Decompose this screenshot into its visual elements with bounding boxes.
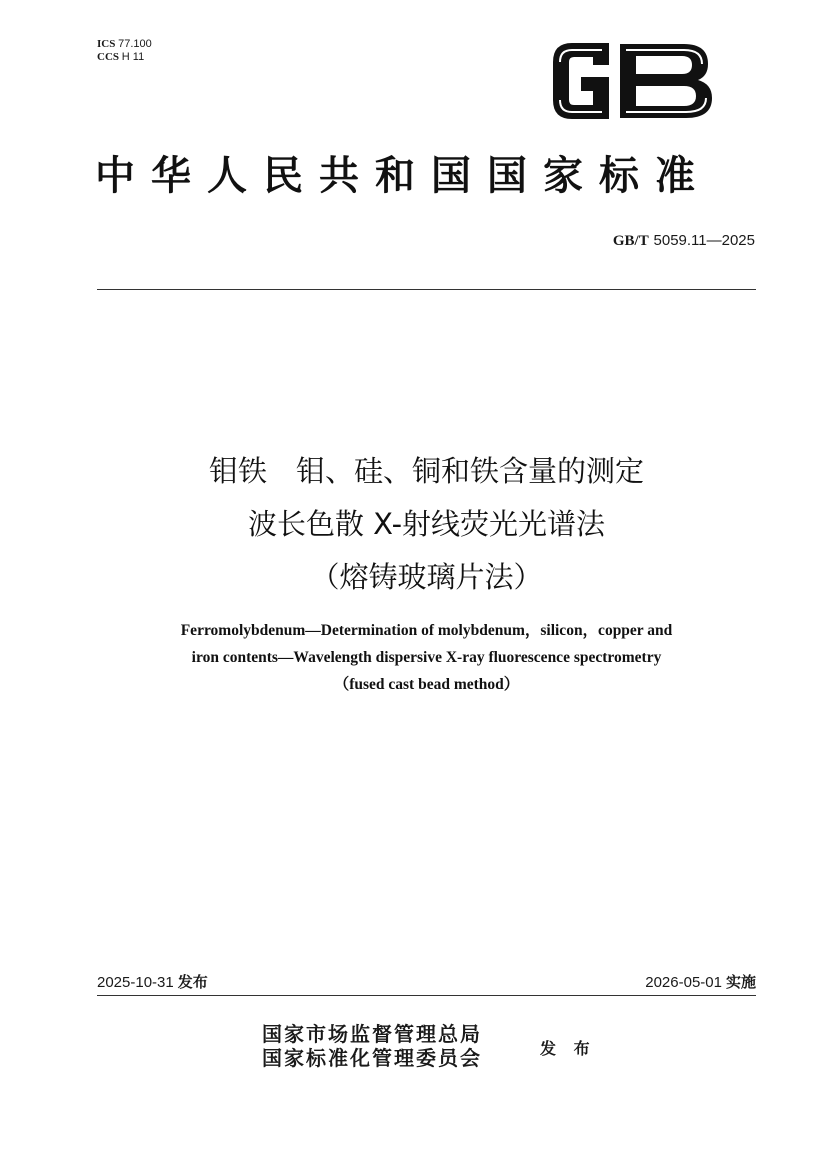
english-title-line-1: Ferromolybdenum—Determination of molybdenum，silicon，copper and (180, 622, 673, 639)
chinese-title-line-3: （熔铸玻璃片法） (310, 560, 543, 594)
implement-date (645, 973, 756, 992)
chinese-title (97, 445, 756, 604)
ics-label: ICS (97, 38, 116, 50)
english-title (97, 617, 756, 698)
classification-codes (97, 38, 152, 64)
ccs-value: H 11 (121, 51, 145, 63)
ics-code (97, 38, 152, 51)
implement-date-label: 实施 (725, 973, 756, 991)
ccs-code (97, 51, 152, 64)
publish-date (97, 973, 208, 992)
english-title-line-3: （fused cast bead method） (333, 676, 520, 693)
gb-logo (548, 40, 718, 122)
issuing-authorities (262, 1022, 482, 1070)
standard-number (613, 231, 755, 250)
issue-label: 发 布 (540, 1039, 596, 1058)
chinese-title-line-1: 钼铁 钼、硅、铜和铁含量的测定 (208, 454, 644, 488)
standard-number-prefix: GB/T (612, 233, 649, 249)
issuer-1: 国家市场监督管理总局 (262, 1022, 482, 1046)
ics-value: 77.100 (118, 38, 152, 50)
publish-date-label: 发布 (177, 973, 208, 991)
ccs-label: CCS (97, 51, 120, 63)
national-standard-title: 中华人民共和国国家标准 (95, 152, 711, 199)
english-title-line-2: iron contents—Wavelength dispersive X-ray fluorescence spectrometry (191, 649, 662, 666)
footer-divider (97, 995, 756, 996)
issuer-2: 国家标准化管理委员会 (262, 1046, 482, 1070)
standard-number-value: 5059.11—2025 (653, 232, 755, 249)
header-divider (97, 289, 756, 290)
publish-date-value: 2025-10-31 (97, 974, 174, 991)
chinese-title-line-2: 波长色散 X-射线荧光光谱法 (247, 507, 606, 541)
implement-date-value: 2026-05-01 (645, 974, 722, 991)
gb-logo-icon (548, 40, 718, 122)
